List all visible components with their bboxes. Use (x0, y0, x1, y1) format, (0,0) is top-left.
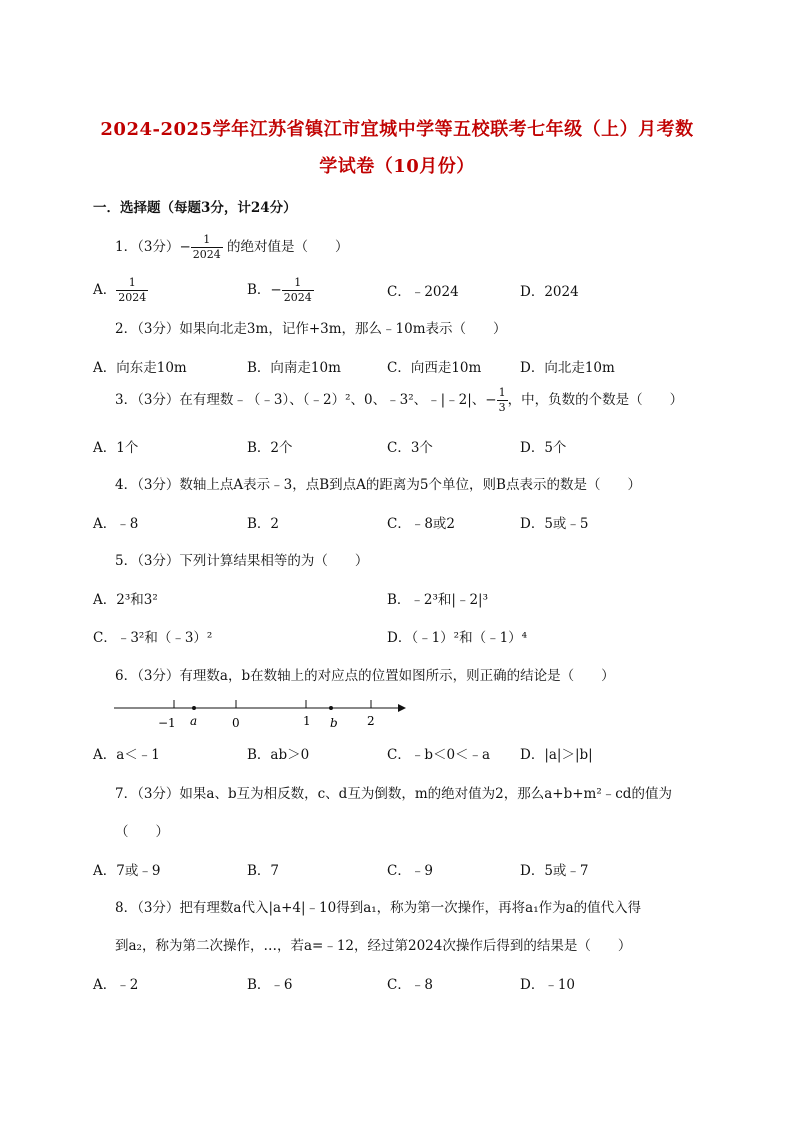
q7-option-a: A．7或﹣9 (93, 863, 161, 879)
q1-suffix: 的绝对值是（ ） (227, 238, 349, 255)
q1-b-den: 2024 (283, 290, 312, 304)
q3-option-d: D．5个 (520, 440, 567, 456)
q4-option-c: C．﹣8或2 (387, 516, 456, 532)
q6-option-a: A．a＜﹣1 (93, 747, 160, 763)
q1-b-num: 1 (282, 276, 314, 291)
label-2: 2 (367, 714, 375, 728)
q4-option-b: B．2 (247, 516, 280, 532)
exam-title-line2: 学试卷（10月份） (319, 156, 475, 177)
q4-option-d: D．5或﹣5 (520, 516, 589, 532)
q8-option-c: C．﹣8 (387, 977, 433, 993)
q1-a-den: 2024 (118, 290, 147, 304)
point-a (192, 706, 196, 710)
exam-title-line1: 2024-2025学年江苏省镇江市宜城中学等五校联考七年级（上）月考数 (100, 119, 694, 140)
q1-frac-den: 2024 (192, 247, 221, 261)
label-0: 0 (232, 716, 240, 730)
q3-fraction (497, 386, 508, 415)
q1-b-fraction (282, 276, 314, 305)
label-minus-1: −1 (158, 716, 176, 730)
number-line-arrow (398, 704, 406, 712)
question-5: 5．（3分）下列计算结果相等的为（ ） (115, 553, 369, 569)
q3-text-a: 3．（3分）在有理数﹣（﹣3）、（﹣2）²、0、﹣3²、﹣|﹣2|、− (115, 391, 497, 408)
q1-a-label: A． (93, 281, 117, 298)
q1-a-num: 1 (116, 276, 148, 291)
question-7-cont: （ ） (115, 824, 169, 840)
q1-option-b (247, 276, 314, 305)
q7-option-b: B．7 (247, 863, 280, 879)
q6-option-d: D．|a|＞|b| (520, 747, 593, 763)
q1-option-d: D．2024 (520, 284, 579, 300)
question-4: 4．（3分）数轴上点A表示﹣3，点B到点A的距离为5个单位，则B点表示的数是（ ） (115, 477, 641, 493)
q6-option-c: C．﹣b＜0＜﹣a (387, 747, 491, 763)
q7-option-d: D．5或﹣7 (520, 863, 589, 879)
q8-option-a: A．﹣2 (93, 977, 139, 993)
q5-option-c: C．﹣3²和（﹣3）² (93, 630, 213, 646)
q2-option-b: B．向南走10m (247, 360, 341, 376)
question-8-cont: 到a₂，称为第二次操作，…，若a=﹣12，经过第2024次操作后得到的结果是（ ） (115, 938, 632, 954)
q1-option-c: C．﹣2024 (387, 284, 459, 300)
question-6: 6．（3分）有理数a，b在数轴上的对应点的位置如图所示，则正确的结论是（ ） (115, 668, 615, 684)
question-1 (115, 233, 349, 262)
q2-option-d: D．向北走10m (520, 360, 615, 376)
q1-a-fraction (116, 276, 148, 305)
q3-frac-num: 1 (498, 386, 506, 399)
q4-option-a: A．﹣8 (93, 516, 139, 532)
q3-frac-den: 3 (498, 400, 506, 414)
q8-option-d: D．﹣10 (520, 977, 576, 993)
section-heading: 一．选择题（每题3分，计24分） (93, 200, 297, 216)
q7-option-c: C．﹣9 (387, 863, 433, 879)
q1-fraction (191, 233, 223, 262)
q5-option-d: D．（﹣1）²和（﹣1）⁴ (387, 630, 528, 646)
q3-option-a: A．1个 (93, 440, 139, 456)
question-8: 8．（3分）把有理数a代入|a+4|﹣10得到a₁，称为第一次操作，再将a₁作为a的值代入得 (115, 900, 642, 916)
q1-neg: − (179, 238, 191, 255)
q2-option-c: C．向西走10m (387, 360, 482, 376)
q1-option-a (93, 276, 148, 305)
question-3 (115, 386, 683, 415)
q2-option-a: A．向东走10m (93, 360, 187, 376)
label-b: b (330, 716, 338, 730)
q8-option-b: B．﹣6 (247, 977, 293, 993)
point-b (329, 706, 333, 710)
q3-option-b: B．2个 (247, 440, 293, 456)
question-7: 7．（3分）如果a、b互为相反数，c、d互为倒数，m的绝对值为2，那么a+b+m²﹣cd的值为 (115, 786, 672, 802)
q6-option-b: B．ab＞0 (247, 747, 310, 763)
q3-text-b: ，中，负数的个数是（ ） (507, 391, 684, 408)
q1-frac-num: 1 (191, 233, 223, 248)
question-2: 2．（3分）如果向北走3m，记作+3m，那么﹣10m表示（ ） (115, 321, 507, 337)
q1-prefix: 1．（3分） (115, 238, 180, 255)
q1-b-label: B．− (247, 281, 282, 298)
q5-option-b: B．﹣2³和|﹣2|³ (387, 592, 489, 608)
q5-option-a: A．2³和3² (93, 592, 158, 608)
label-a: a (190, 714, 198, 728)
number-line-figure (112, 694, 412, 732)
label-1: 1 (303, 714, 311, 728)
q3-option-c: C．3个 (387, 440, 433, 456)
